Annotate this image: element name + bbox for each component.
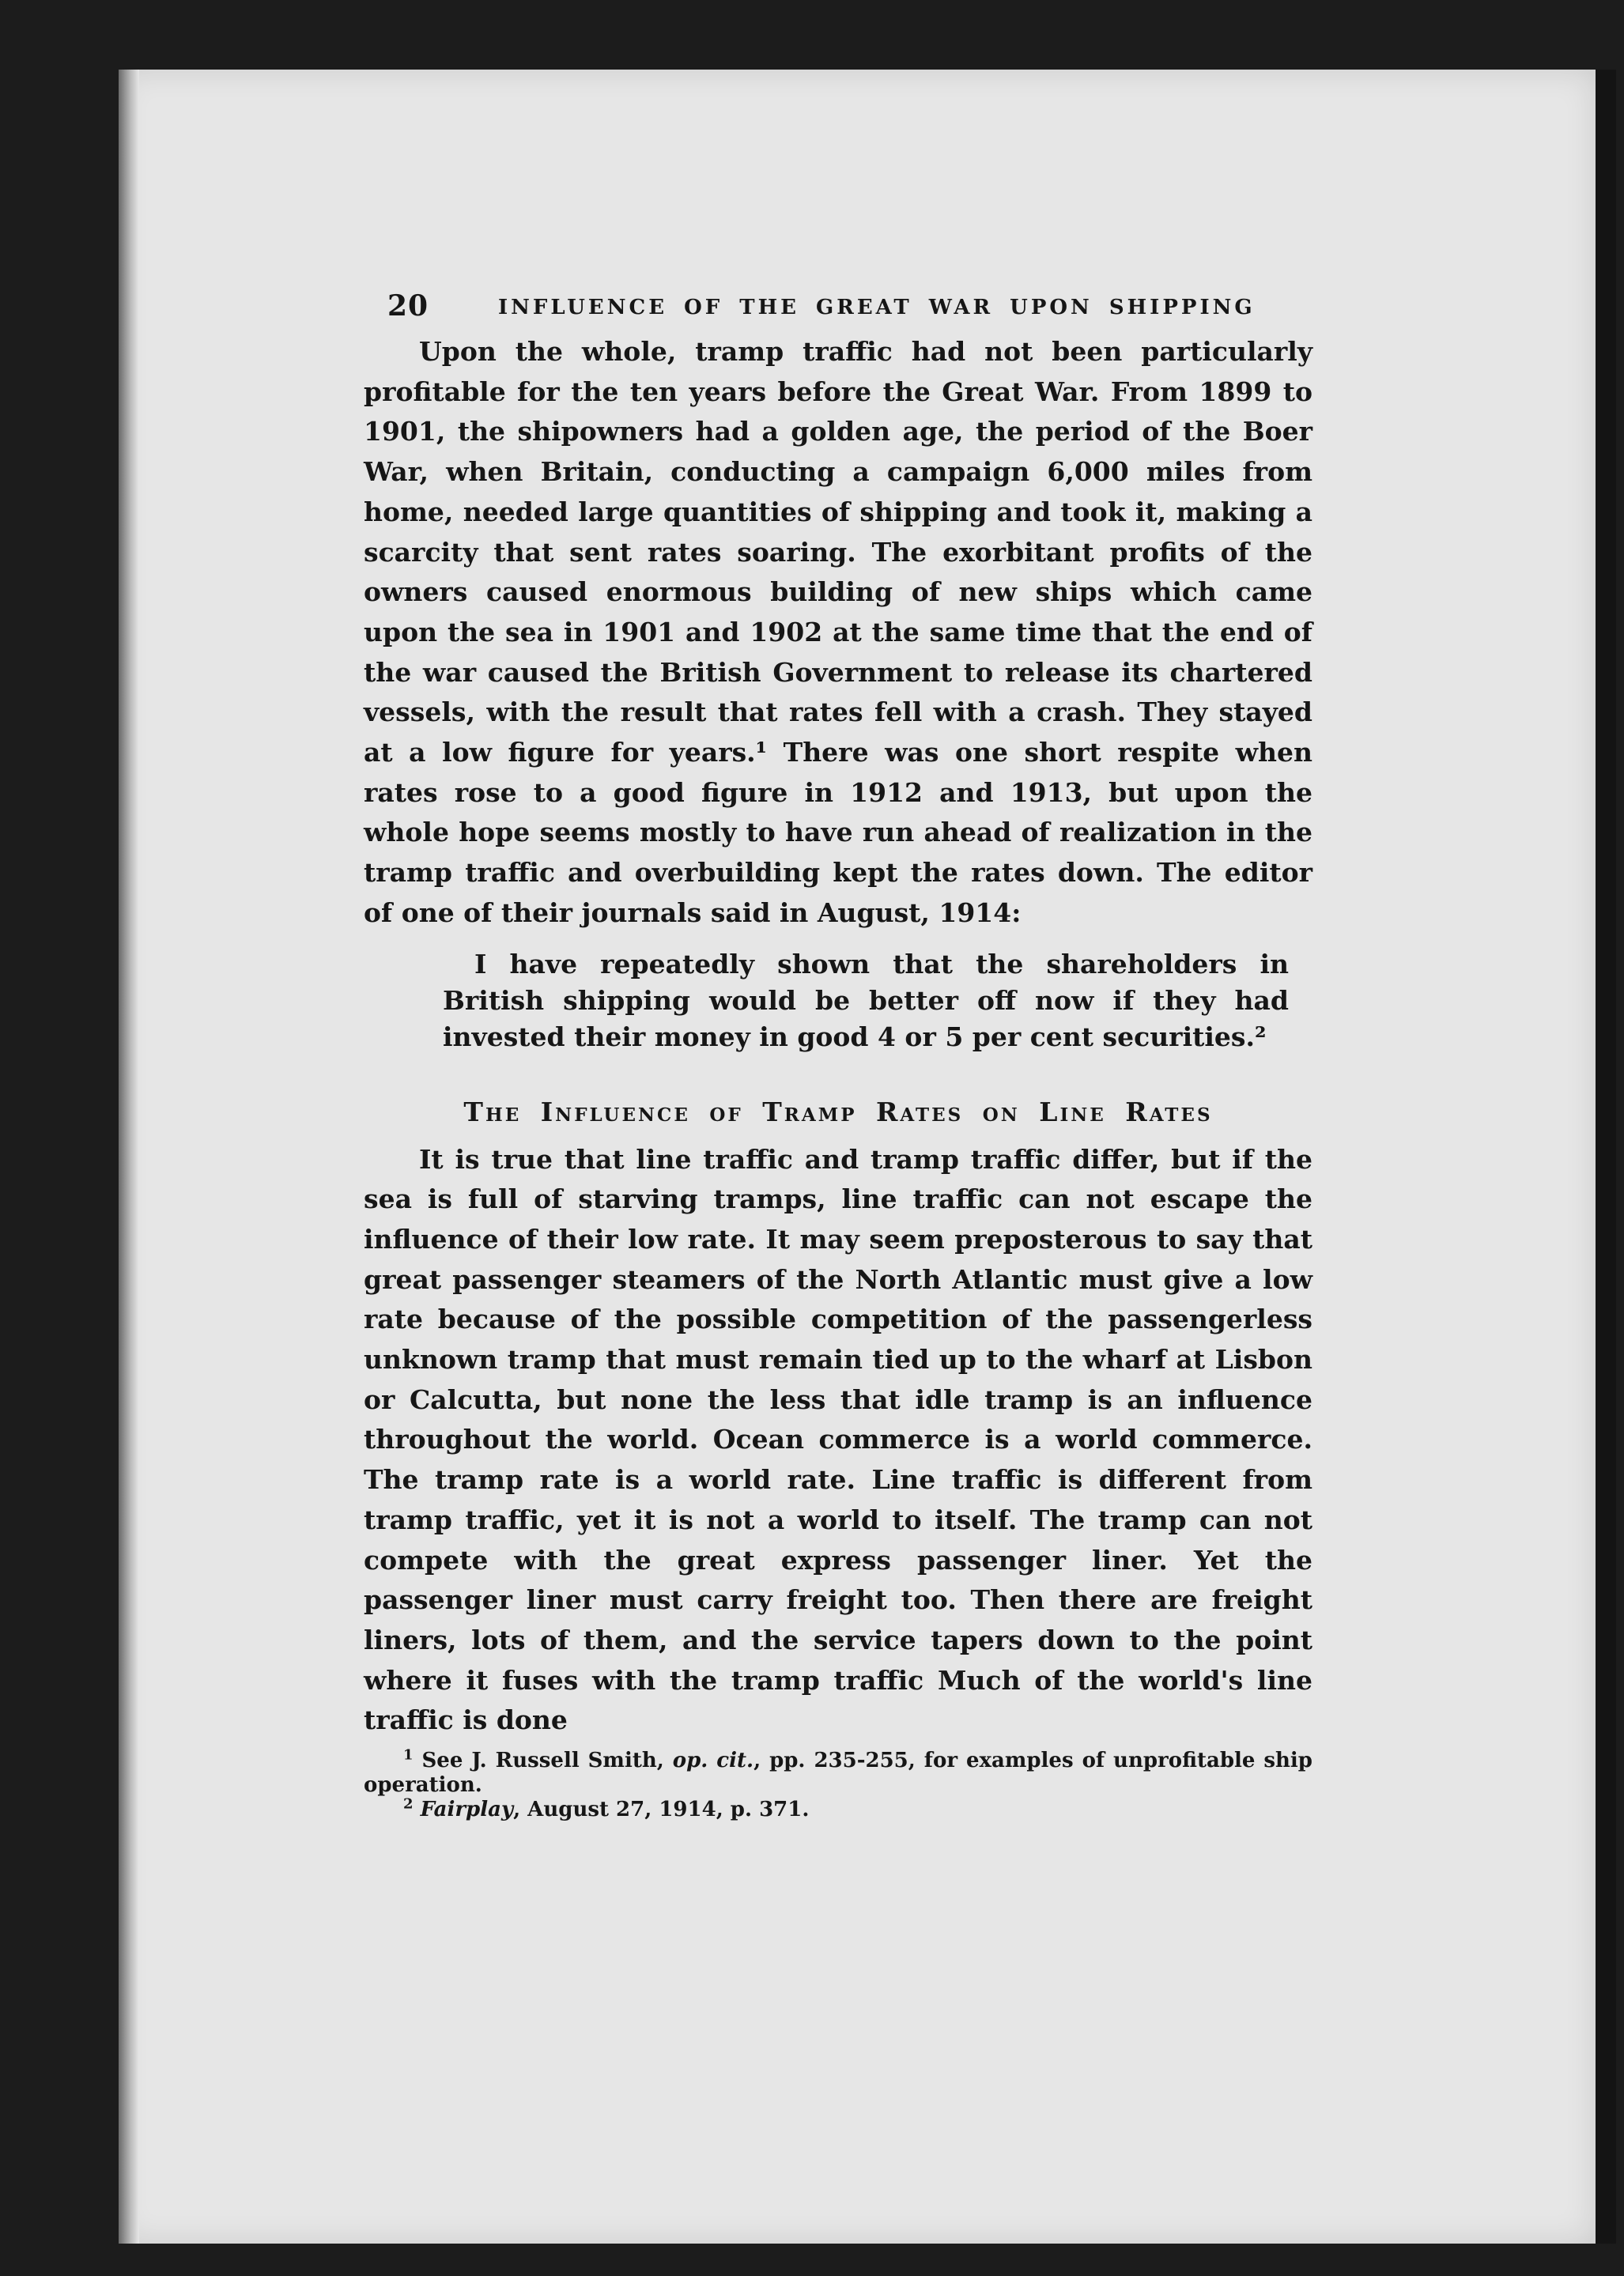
footnote-1-mark: 1	[403, 1746, 414, 1764]
footnote-1-text-after: , pp. 235-255, for examples of unprofitable ship operation.	[364, 1749, 1312, 1798]
footnote-2-mark: 2	[403, 1795, 414, 1813]
footnotes	[364, 1746, 1312, 1822]
running-head-title: INFLUENCE OF THE GREAT WAR UPON SHIPPING	[498, 296, 1256, 319]
page-content	[364, 285, 1312, 1822]
body-paragraph: Upon the whole, tramp traffic had not been particularly profitable for the ten years before the Great War. From 1899 to 1901, the shipowners had a golden age, the period of the Boer War, when Britain, conducting a campaign 6,000 miles from home, needed large quantities of shipping and took it, making a scarcity that sent rates soaring. The exorbitant profits of the owners caused enormous building of new ships which came upon the sea in 1901 and 1902 at the same time that the end of the war caused the British Government to release its chartered vessels, with the result that rates fell with a crash. They stayed at a low figure for years.¹ There was one short respite when rates rose to a good figure in 1912 and 1913, but upon the whole hope seems mostly to have run ahead of realization in the tramp traffic and overbuilding kept the rates down. The editor of one of their journals said in August, 1914:	[364, 336, 1312, 928]
section-heading: The Influence of Tramp Rates on Line Rates	[463, 1096, 1213, 1127]
page-left-edge-shadow	[119, 70, 139, 2244]
footnote-2-text-after: , August 27, 1914, p. 371.	[513, 1798, 810, 1822]
footnote-1-text-before: See J. Russell Smith,	[421, 1749, 673, 1773]
page-number: 20	[387, 289, 429, 323]
footnote-2	[364, 1795, 1312, 1822]
block-quote: I have repeatedly shown that the shareholders in British shipping would be better off now if they had invested their money in good 4 or 5 per cent securities.²	[443, 948, 1289, 1052]
footnote-1	[364, 1746, 1312, 1798]
running-head	[364, 285, 1312, 332]
section-paragraph: It is true that line traffic and tramp traffic differ, but if the sea is full of starving tramps, line traffic can not escape the influence of their low rate. It may seem preposterous to say that great passenger steamers of the North Atlantic must give a low rate because of the possible competition of the passengerless unknown tramp that must remain tied up to the wharf at Lisbon or Calcutta, but none the less that idle tramp is an influence throughout the world. Ocean commerce is a world commerce. The tramp rate is a world rate. Line traffic is different from tramp traffic, yet it is not a world to itself. The tramp can not compete with the great express passenger liner. Yet the passenger liner must carry freight too. Then there are freight liners, lots of them, and the service tapers down to the point where it fuses with the tramp traffic Much of the world's line traffic is done	[364, 1143, 1312, 1736]
footnote-1-italic: op. cit.	[672, 1749, 754, 1773]
page-right-edge	[1596, 70, 1616, 2244]
footnote-2-italic: Fairplay	[420, 1798, 514, 1822]
